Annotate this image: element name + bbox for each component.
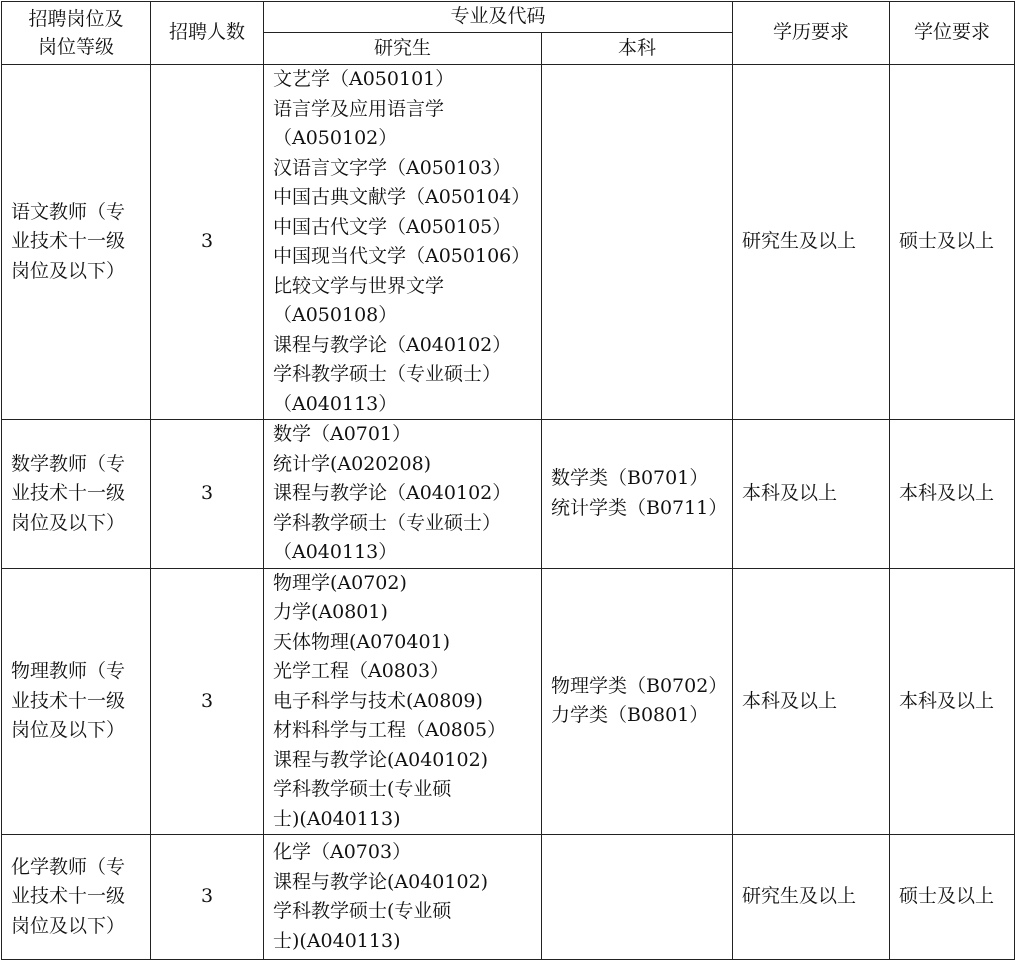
- major-line: 汉语言文字学（A050103）: [273, 156, 512, 179]
- major-line: 统计学(A020208): [273, 452, 432, 475]
- major-line: 中国古代文学（A050105）: [273, 215, 512, 238]
- major-line: 材料科学与工程（A0805）: [273, 719, 507, 741]
- major-line: 电子科学与技术(A0809): [273, 689, 483, 712]
- major-line: 力学(A0801): [273, 601, 388, 623]
- position-line: 数学教师（专: [11, 452, 126, 475]
- position-line: 岗位及以下）: [11, 511, 126, 534]
- major-line: 统计学类（B0711）: [551, 496, 728, 519]
- major-line: 比较文学与世界文学: [273, 274, 445, 297]
- position-line: 业技术十一级: [11, 885, 126, 908]
- undergraduate-majors-cell: [542, 420, 733, 569]
- header-major-group: 专业及代码: [264, 2, 733, 33]
- position-cell: [2, 420, 151, 569]
- major-line: 数学类（B0701）: [551, 467, 709, 490]
- graduate-majors-cell: [264, 835, 542, 960]
- count-cell: 3: [151, 65, 264, 420]
- graduate-majors-cell: [264, 568, 542, 835]
- major-line: 课程与教学论(A040102): [273, 870, 489, 893]
- major-line: 力学类（B0801）: [551, 704, 709, 727]
- major-line: 中国古典文献学（A050104）: [273, 186, 531, 208]
- degree-cell: 本科及以上: [890, 568, 1015, 835]
- table-row: [2, 568, 1015, 835]
- position-line: 语文教师（专: [11, 200, 126, 223]
- table-row: [2, 835, 1015, 960]
- position-line: 物理教师（专: [11, 660, 126, 682]
- major-line: 课程与教学论(A040102): [273, 748, 489, 771]
- recruitment-table: [1, 1, 1015, 960]
- major-line: 物理学(A0702): [273, 571, 407, 594]
- major-line: 光学工程（A0803）: [273, 660, 450, 682]
- header-graduate: 研究生: [264, 33, 542, 65]
- major-line: 学科教学硕士(专业硕: [273, 900, 452, 922]
- undergraduate-majors-cell: [542, 65, 733, 420]
- major-line: （A040113）: [273, 392, 398, 415]
- major-line: 士)(A040113): [273, 929, 401, 952]
- header-education: 学历要求: [733, 2, 890, 65]
- major-line: 学科教学硕士（专业硕士）: [273, 363, 502, 385]
- position-cell: [2, 835, 151, 960]
- degree-cell: 硕士及以上: [890, 835, 1015, 960]
- position-line: 岗位及以下）: [11, 719, 126, 741]
- degree-cell: 本科及以上: [890, 420, 1015, 569]
- position-line: 业技术十一级: [11, 482, 126, 504]
- major-line: 物理学类（B0702）: [551, 674, 728, 697]
- count-cell: 3: [151, 420, 264, 569]
- major-line: 文艺学（A050101）: [273, 68, 455, 90]
- major-line: 化学（A0703）: [273, 841, 412, 863]
- education-cell: 本科及以上: [733, 420, 890, 569]
- count-cell: 3: [151, 835, 264, 960]
- major-line: （A050102）: [273, 127, 398, 149]
- position-line: 业技术十一级: [11, 230, 126, 253]
- table-row: [2, 420, 1015, 569]
- major-line: 士)(A040113): [273, 807, 401, 830]
- position-cell: [2, 65, 151, 420]
- education-cell: 本科及以上: [733, 568, 890, 835]
- major-line: 数学（A0701）: [273, 423, 412, 445]
- undergraduate-majors-cell: [542, 568, 733, 835]
- major-line: 语言学及应用语言学: [273, 97, 445, 120]
- position-line: 岗位及以下）: [11, 259, 126, 282]
- position-cell: [2, 568, 151, 835]
- major-line: 天体物理(A070401): [273, 630, 451, 653]
- graduate-majors-cell: [264, 420, 542, 569]
- count-cell: 3: [151, 568, 264, 835]
- major-line: （A050108）: [273, 304, 398, 326]
- header-undergraduate: 本科: [542, 33, 733, 65]
- header-position-line: 岗位等级: [37, 36, 114, 58]
- major-line: （A040113）: [273, 541, 398, 563]
- position-line: 岗位及以下）: [11, 914, 126, 937]
- header-count: 招聘人数: [151, 2, 264, 65]
- header-degree: 学位要求: [890, 2, 1015, 65]
- header-position-line: 招聘岗位及: [28, 8, 124, 30]
- education-cell: 研究生及以上: [733, 835, 890, 960]
- header-position: [2, 2, 151, 65]
- major-line: 学科教学硕士(专业硕: [273, 778, 452, 800]
- degree-cell: 硕士及以上: [890, 65, 1015, 420]
- major-line: 学科教学硕士（专业硕士）: [273, 511, 502, 534]
- major-line: 课程与教学论（A040102）: [273, 333, 512, 356]
- education-cell: 研究生及以上: [733, 65, 890, 420]
- table-row: [2, 65, 1015, 420]
- major-line: 中国现当代文学（A050106）: [273, 245, 531, 267]
- position-line: 业技术十一级: [11, 689, 126, 712]
- graduate-majors-cell: [264, 65, 542, 420]
- undergraduate-majors-cell: [542, 835, 733, 960]
- position-line: 化学教师（专: [11, 855, 126, 878]
- major-line: 课程与教学论（A040102）: [273, 482, 512, 504]
